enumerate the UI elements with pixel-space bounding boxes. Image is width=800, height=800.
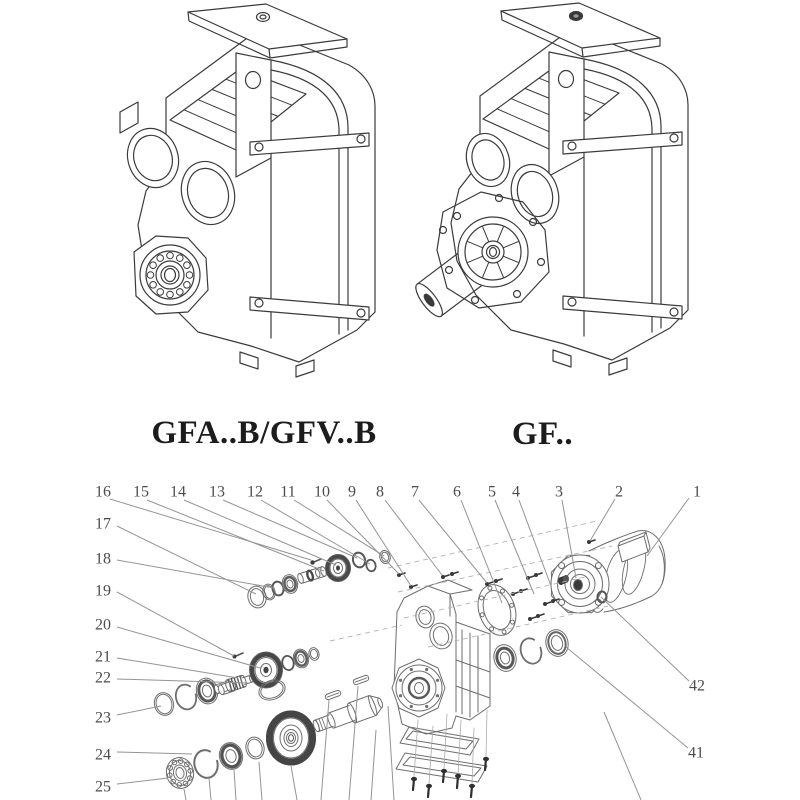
leader-line-7: [419, 500, 487, 583]
shaft-key: [325, 690, 342, 701]
callout-3: 3: [555, 483, 563, 501]
snap-ring: [191, 748, 220, 781]
callout-18: 18: [95, 550, 111, 568]
top-plate: [188, 4, 347, 49]
leader-line-14: [184, 500, 336, 565]
leader-line: [234, 770, 236, 800]
input-coupler: [297, 566, 328, 584]
callout-16: 16: [95, 483, 111, 501]
output-shaft: [310, 692, 385, 736]
callout-4: 4: [512, 483, 520, 501]
callout-11: 11: [280, 483, 296, 501]
intermediate-shaft-parts: [152, 647, 321, 718]
leader-line: [259, 762, 262, 800]
gfa-b-gfv-b-drawing: [100, 0, 400, 400]
leader-line: [388, 706, 394, 800]
callout-13: 13: [209, 483, 225, 501]
leader-line-21: [117, 658, 238, 678]
set-screw: [310, 560, 314, 564]
leader-line-9: [356, 500, 411, 586]
leader-line-8: [385, 500, 442, 575]
callout-1: 1: [693, 483, 701, 501]
leader-line: [184, 789, 186, 800]
leader-line-15: [147, 500, 324, 571]
leader-line-25: [117, 778, 168, 784]
snap-ring: [173, 682, 199, 711]
leader-line: [321, 700, 329, 800]
motor: [551, 531, 665, 615]
leader-line: [291, 766, 297, 800]
leader-line-16: [110, 499, 311, 560]
callout-15: 15: [133, 483, 149, 501]
leader-line: [371, 730, 376, 800]
callout-42: 42: [689, 677, 705, 695]
side-tab: [120, 102, 138, 133]
callout-41: 41: [688, 744, 704, 762]
callout-22: 22: [95, 669, 111, 687]
leader-line-42: [601, 597, 689, 681]
leader-line-23: [117, 706, 161, 715]
callout-2: 2: [615, 483, 623, 501]
callout-17: 17: [95, 515, 111, 533]
leader-line-17: [117, 526, 256, 594]
leader-line-11: [294, 500, 384, 556]
callout-24: 24: [95, 746, 111, 764]
leader-line-12: [261, 500, 370, 564]
gearbox-housing: [392, 580, 490, 734]
exploded-parts-diagram: [0, 470, 800, 800]
shaft-key: [353, 675, 370, 686]
dashed-axis: [330, 625, 402, 641]
callout-9: 9: [348, 483, 356, 501]
caption-gf: GF..: [511, 416, 574, 452]
leader-line-4: [519, 500, 551, 586]
caption-gfa-b-gfv-b: GFA..B/GFV..B: [151, 415, 377, 451]
callout-20: 20: [95, 616, 111, 634]
callout-21: 21: [95, 648, 111, 666]
leader-line: [209, 778, 211, 800]
callout-7: 7: [411, 483, 419, 501]
callout-25: 25: [95, 778, 111, 796]
ball-bearing: [164, 755, 197, 791]
leader-line-19: [117, 592, 234, 656]
leader-line-24: [117, 752, 192, 754]
top-plate: [501, 3, 660, 48]
small-gear: [326, 555, 351, 582]
input-shaft-parts: [245, 549, 391, 610]
leader-line-2: [590, 499, 615, 541]
output-gear: [267, 711, 316, 765]
callout-10: 10: [314, 483, 330, 501]
leader-line: [604, 712, 641, 800]
gf-drawing: [405, 0, 725, 400]
leader-line-13: [223, 500, 357, 558]
leader-line-1: [647, 498, 689, 556]
callout-6: 6: [453, 483, 461, 501]
callout-23: 23: [95, 709, 111, 727]
callout-14: 14: [170, 483, 186, 501]
callout-5: 5: [488, 483, 496, 501]
callout-8: 8: [376, 483, 384, 501]
callout-12: 12: [247, 483, 263, 501]
snap-ring: [517, 635, 545, 666]
callout-19: 19: [95, 582, 111, 600]
